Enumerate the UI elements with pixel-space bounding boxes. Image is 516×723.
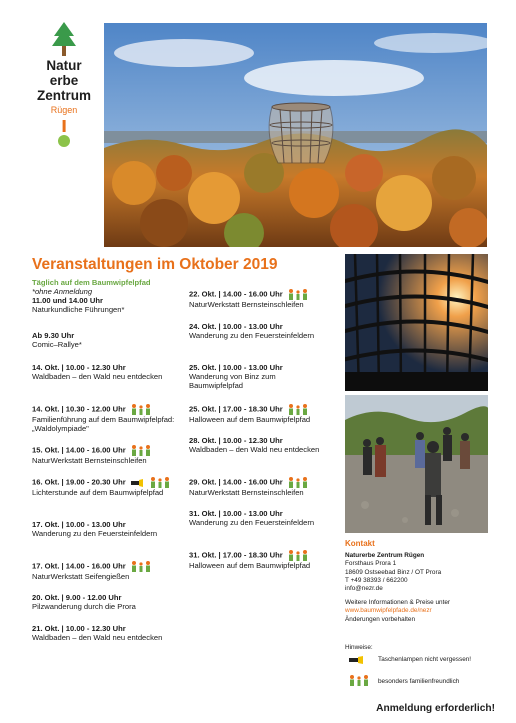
logo-line-1: Natur bbox=[46, 58, 82, 73]
event-left-6 bbox=[32, 561, 184, 581]
event-mid-6 bbox=[189, 477, 341, 497]
event-mid-2 bbox=[189, 322, 329, 340]
event-date: 15. Okt. | 14.00 - 16.00 Uhr bbox=[32, 445, 126, 455]
event-left-1 bbox=[32, 363, 182, 381]
event-date: 17. Okt. | 10.00 - 13.00 Uhr bbox=[32, 520, 126, 529]
daily-title: Täglich auf dem Baumwipfelpfad bbox=[32, 278, 151, 287]
event-text: Pilzwanderung durch die Prora bbox=[32, 602, 136, 611]
daily-event-2 bbox=[32, 331, 182, 349]
family-friendly-icon bbox=[131, 561, 152, 572]
event-text: Familienführung auf dem Baumwipfelpfad: „Waldolympiade" bbox=[32, 415, 175, 433]
event-text: NaturWerkstatt Bernsteinschleifen bbox=[189, 300, 304, 309]
contact-email[interactable]: info@nezr.de bbox=[345, 585, 383, 593]
event-date: Ab 9.30 Uhr bbox=[32, 331, 75, 340]
event-date: 14. Okt. | 10.00 - 12.30 Uhr bbox=[32, 363, 126, 372]
contact-more-info: Weitere Informationen & Preise unter bbox=[345, 599, 451, 607]
contact-address-1: Forsthaus Prora 1 bbox=[345, 560, 397, 568]
event-date: 31. Okt. | 17.00 - 18.30 Uhr bbox=[189, 550, 283, 560]
event-mid-3 bbox=[189, 363, 329, 390]
event-text: Halloween auf dem Baumwipfelpfad bbox=[189, 561, 311, 570]
event-date: 20. Okt. | 9.00 - 12.00 Uhr bbox=[32, 593, 122, 602]
family-friendly-icon bbox=[150, 477, 171, 488]
registration-required: Anmeldung erforderlich! bbox=[376, 703, 495, 714]
event-text: NaturWerkstatt Bernsteinschleifen bbox=[189, 488, 304, 497]
torch-icon bbox=[349, 656, 365, 664]
event-date: 17. Okt. | 14.00 - 16.00 Uhr bbox=[32, 561, 126, 571]
event-text: Wanderung zu den Feuersteinfeldern bbox=[189, 331, 315, 340]
page-title: Veranstaltungen im Oktober 2019 bbox=[32, 256, 278, 273]
event-date: 24. Okt. | 10.00 - 13.00 Uhr bbox=[189, 322, 283, 331]
event-date: 31. Okt. | 10.00 - 13.00 Uhr bbox=[189, 509, 283, 518]
logo bbox=[28, 22, 100, 150]
family-friendly-icon bbox=[131, 404, 152, 415]
event-text: NaturWerkstatt Bernsteinschleifen bbox=[32, 456, 147, 465]
logo-line-3: Zentrum bbox=[37, 88, 91, 103]
event-date: 25. Okt. | 17.00 - 18.30 Uhr bbox=[189, 404, 283, 414]
event-text: Wanderung zu den Feuersteinfeldern bbox=[32, 529, 158, 538]
family-friendly-icon bbox=[288, 289, 309, 300]
daily-time-1: 11.00 und 14.00 Uhr bbox=[32, 296, 103, 305]
contact-block bbox=[345, 540, 495, 624]
event-text: Lichterstunde auf dem Baumwipfelpfad bbox=[32, 488, 164, 497]
daily-text-1: Naturkundliche Führungen* bbox=[32, 305, 125, 314]
notes-block bbox=[345, 644, 495, 700]
changes-note: Änderungen vorbehalten bbox=[345, 615, 415, 623]
event-date: 14. Okt. | 10.30 - 12.00 Uhr bbox=[32, 404, 126, 414]
event-date: 28. Okt. | 10.00 - 12.30 Uhr bbox=[189, 436, 283, 445]
notes-heading: Hinweise: bbox=[345, 644, 373, 651]
event-text: Waldbaden – den Wald neu entdecken bbox=[32, 633, 163, 642]
event-mid-5 bbox=[189, 436, 329, 454]
event-text: NaturWerkstatt Seifengießen bbox=[32, 572, 130, 581]
tower-sunset-photo bbox=[345, 254, 488, 391]
logo-subtitle: Rügen bbox=[50, 105, 78, 115]
note-torch: Taschenlampen nicht vergessen! bbox=[378, 656, 472, 663]
event-text: Waldbaden – den Wald neu entdecken bbox=[189, 445, 320, 454]
note-family: besonders familienfreundlich bbox=[378, 678, 460, 685]
website-link[interactable]: www.baumwipfelpfade.de/nezr bbox=[345, 607, 432, 615]
family-friendly-icon bbox=[288, 550, 309, 561]
event-mid-1 bbox=[189, 289, 341, 309]
logo-line-2: erbe bbox=[49, 73, 79, 88]
event-left-4 bbox=[32, 477, 184, 497]
event-left-5 bbox=[32, 520, 182, 538]
event-date: 21. Okt. | 10.00 - 12.30 Uhr bbox=[32, 624, 126, 633]
event-text: Wanderung zu den Feuersteinfeldern bbox=[189, 518, 315, 527]
event-left-7 bbox=[32, 593, 182, 611]
event-date: 22. Okt. | 14.00 - 16.00 Uhr bbox=[189, 289, 283, 299]
contact-address-2: 18609 Ostseebad Binz / OT Prora bbox=[345, 568, 442, 576]
contact-heading: Kontakt bbox=[345, 539, 375, 548]
daily-note: *ohne Anmeldung bbox=[32, 287, 93, 296]
hero-photo bbox=[104, 23, 487, 247]
left-column bbox=[32, 278, 192, 314]
event-date: 16. Okt. | 19.00 - 20.30 Uhr bbox=[32, 477, 126, 487]
event-mid-8 bbox=[189, 550, 341, 570]
contact-name: Naturerbe Zentrum Rügen bbox=[345, 552, 425, 560]
event-text: Wanderung von Binz zum Baumwipfelpfad bbox=[189, 372, 276, 390]
event-date: 29. Okt. | 14.00 - 16.00 Uhr bbox=[189, 477, 283, 487]
family-friendly-icon bbox=[131, 445, 152, 456]
event-date: 25. Okt. | 10.00 - 13.00 Uhr bbox=[189, 363, 283, 372]
event-left-2 bbox=[32, 404, 184, 433]
event-mid-4 bbox=[189, 404, 341, 424]
event-mid-7 bbox=[189, 509, 329, 527]
event-text: Halloween auf dem Baumwipfelpfad bbox=[189, 415, 311, 424]
family-friendly-icon bbox=[288, 404, 309, 415]
hikers-photo bbox=[345, 395, 488, 533]
family-friendly-icon bbox=[288, 477, 309, 488]
event-text: Comic–Rallye* bbox=[32, 340, 82, 349]
torch-icon bbox=[131, 479, 145, 487]
event-left-8 bbox=[32, 624, 182, 642]
event-text: Waldbaden – den Wald neu entdecken bbox=[32, 372, 163, 381]
family-friendly-icon bbox=[349, 675, 370, 686]
contact-phone: T +49 38393 / 662200 bbox=[345, 576, 408, 584]
event-left-3 bbox=[32, 445, 184, 465]
